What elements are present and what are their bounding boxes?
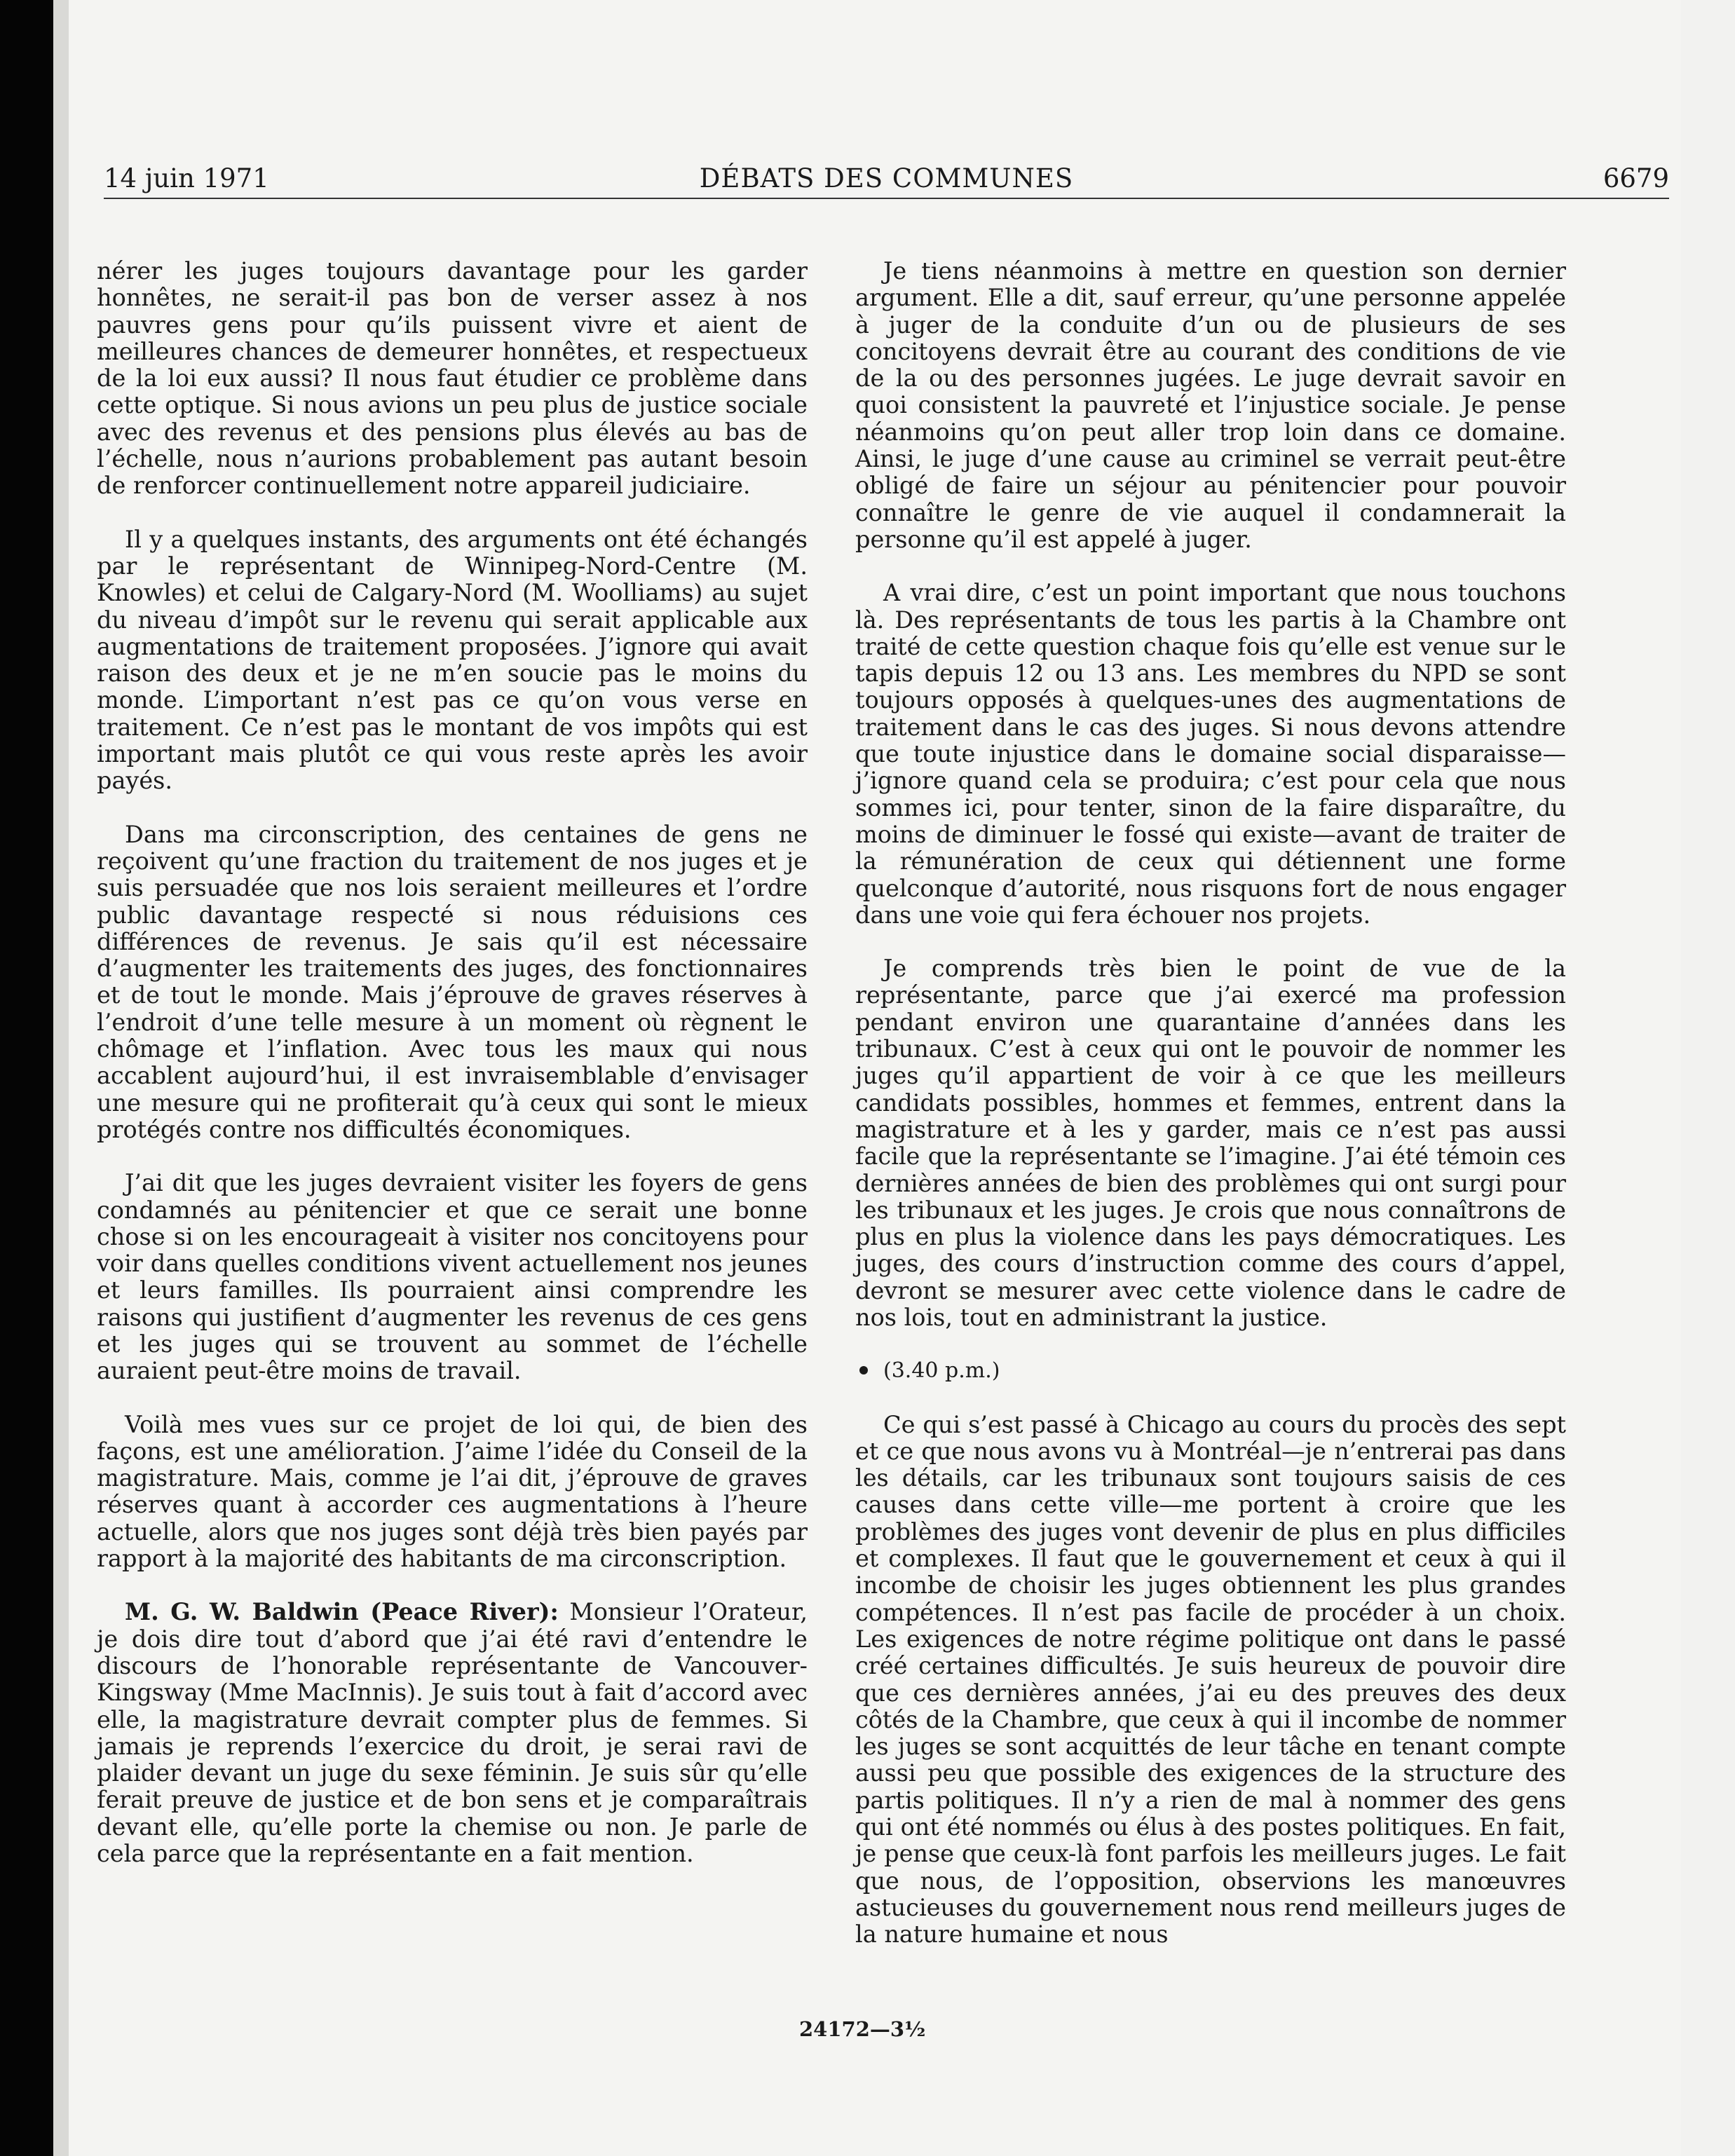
speech-paragraph — [97, 1599, 808, 1867]
time-marker — [855, 1358, 1566, 1384]
speaker-name: M. G. W. Baldwin (Peace River): — [125, 1598, 559, 1626]
footer-printing-code: 24172—3½ — [799, 2017, 926, 2041]
bullet-icon — [859, 1366, 868, 1374]
page-header — [104, 156, 1669, 199]
paragraph: nérer les juges toujours davantage pour les garder honnêtes, ne serait-il pas bon de verser assez à nos pauvres gens pour qu’ils puissent vivre et aient de meilleures chances de demeurer honnêtes, et respectueux de la loi eux aussi? Il nous faut étudier ce problème dans cette optique. Si nous avions un peu plus de justice sociale avec des revenus et des pensions plus élevés au bas de l’échelle, nous n’aurions probablement pas autant besoin de renforcer continuellement notre appareil judiciaire. — [97, 257, 808, 500]
right-column — [855, 258, 1566, 1975]
paragraph: Dans ma circonscription, des centaines de gens ne reçoivent qu’une fraction du traitement de nos juges et je suis persuadée que nos lois seraient meilleures et l’ordre public davantage respecté si nous réduisions ces différences de revenus. Je sais qu’il est nécessaire d’augmenter les traitements des juges, des fonctionnaires et de tout le monde. Mais j’éprouve de graves réserves à l’endroit d’une telle mesure à un moment où règnent le chômage et l’inflation. Avec tous les maux qui nous accablent aujourd’hui, il est invraisemblable d’envisager une mesure qui ne profiterait qu’à ceux qui sont le mieux protégés contre nos difficultés économiques. — [97, 820, 808, 1143]
time-marker-text: (3.40 p.m.) — [883, 1358, 1000, 1384]
paragraph: J’ai dit que les juges devraient visiter les foyers de gens condamnés au pénitencier et que ce serait une bonne chose si on les encourageait à visiter nos concitoyens pour voir dans quelles conditions vivent actuellement nos jeunes et leurs familles. Ils pourraient ainsi comprendre les raisons qui justifient d’augmenter les revenus de ces gens et les juges qui se trouvent au sommet de l’échelle auraient peut-être moins de travail. — [97, 1169, 808, 1385]
paragraph: Je tiens néanmoins à mettre en question son dernier argument. Elle a dit, sauf erreur, qu’une personne appelée à juger de la conduite d’un ou de plusieurs de ses concitoyens devrait être au courant des conditions de vie de la ou des personnes jugées. Le juge devrait savoir en quoi consistent la pauvreté et l’injustice sociale. Je pense néanmoins qu’on peut aller trop loin dans ce domaine. Ainsi, le juge d’une cause au criminel se verrait peut-être obligé de faire un séjour au pénitencier pour pouvoir connaître le genre de vie auquel il condamnerait la personne qu’il est appelé à juger. — [855, 257, 1566, 553]
scan-gutter — [53, 0, 69, 2156]
paragraph: Je comprends très bien le point de vue de la représentante, parce que j’ai exercé ma profession pendant environ une quarantaine d’années dans les tribunaux. C’est à ceux qui ont le pouvoir de nommer les juges qu’il appartient de voir à ce que les meilleurs candidats possibles, hommes et femmes, entrent dans la magistrature et à les y garder, mais ce n’est pas aussi facile que la représentante se l’imagine. J’ai été témoin ces dernières années de bien des problèmes qui ont surgi pour les tribunaux et les juges. Je crois que nous connaîtrons de plus en plus la violence dans les pays démocratiques. Les juges, des cours d’instruction comme des cours d’appel, devront se mesurer avec cette violence dans le cadre de nos lois, tout en administrant la justice. — [855, 955, 1566, 1331]
paragraph: Voilà mes vues sur ce projet de loi qui, de bien des façons, est une amélioration. J’aime l’idée du Conseil de la magistrature. Mais, comme je l’ai dit, j’éprouve de graves réserves quant à accorder ces augmentations à l’heure actuelle, alors que nos juges sont déjà très bien payés par rapport à la majorité des habitants de ma circonscription. — [97, 1410, 808, 1573]
left-column — [97, 258, 808, 1894]
scan-border — [0, 0, 53, 2156]
speech-text: Monsieur l’Orateur, je dois dire tout d’abord que j’ai été ravi d’entendre le discours de l’honorable représentante de Vancouver-Kingsway (Mme MacInnis). Je suis tout à fait d’accord avec elle, la magistrature devrait compter plus de femmes. Si jamais je reprends l’exercice du droit, je serai ravi de plaider devant un juge du sexe féminin. Je suis sûr qu’elle ferait preuve de justice et de bon sens et je comparaîtrais devant elle, qu’elle porte la chemise ou non. Je parle de cela parce que la représentante en a fait mention. — [97, 1598, 808, 1868]
paragraph: Ce qui s’est passé à Chicago au cours du procès des sept et ce que nous avons vu à Montréal—je n’entrerai pas dans les détails, car les tribunaux sont toujours saisis de ces causes dans cette ville—me portent à croire que les problèmes des juges vont devenir de plus en plus difficiles et complexes. Il faut que le gouvernement et ceux à qui il incombe de choisir les juges obtiennent les plus grandes compétences. Il n’est pas facile de procéder à un choix. Les exigences de notre régime politique ont dans le passé créé certaines difficultés. Je suis heureux de pouvoir dire que ces dernières années, j’ai eu des preuves des deux côtés de la Chambre, que ceux à qui il incombe de nommer les juges se sont acquittés de leur tâche en tenant compte aussi peu que possible des exigences de la structure des partis politiques. Il n’y a rien de mal à nommer des gens qui ont été nommés ou élus à des postes politiques. En fait, je pense que ceux-là font parfois les meilleurs juges. Le fait que nous, de l’opposition, observions les manœuvres astucieuses du gouvernement nous rend meilleurs juges de la nature humaine et nous — [855, 1410, 1566, 1949]
header-title: DÉBATS DES COMMUNES — [699, 163, 1074, 193]
paragraph: Il y a quelques instants, des arguments ont été échangés par le représentant de Winnipeg-Nord-Centre (M. Knowles) et celui de Calgary-Nord (M. Woolliams) au sujet du niveau d’impôt sur le revenu qui serait applicable aux augmentations de traitement proposées. J’ignore qui avait raison des deux et je ne m’en soucie pas le moins du monde. L’important n’est pas ce qu’on vous verse en traitement. Ce n’est pas le montant de vos impôts qui est important mais plutôt ce qui vous reste après les avoir payés. — [97, 525, 808, 795]
header-date: 14 juin 1971 — [104, 163, 269, 193]
paragraph: A vrai dire, c’est un point important que nous touchons là. Des représentants de tous les partis à la Chambre ont traité de cette question chaque fois qu’elle est venue sur le tapis depuis 12 ou 13 ans. Les membres du NPD se sont toujours opposés à quelques-unes des augmentations de traitement dans le cas des juges. Si nous devons attendre que toute injustice dans le domaine social disparaisse—j’ignore quand cela se produira; c’est pour cela que nous sommes ici, pour tenter, sinon de la faire disparaître, du moins de diminuer le fossé qui existe—avant de traiter de la rémunération de ceux qui détiennent une forme quelconque d’autorité, nous risquons fort de nous engager dans une voie qui fera échouer nos projets. — [855, 579, 1566, 929]
header-page-number: 6679 — [1603, 163, 1669, 193]
